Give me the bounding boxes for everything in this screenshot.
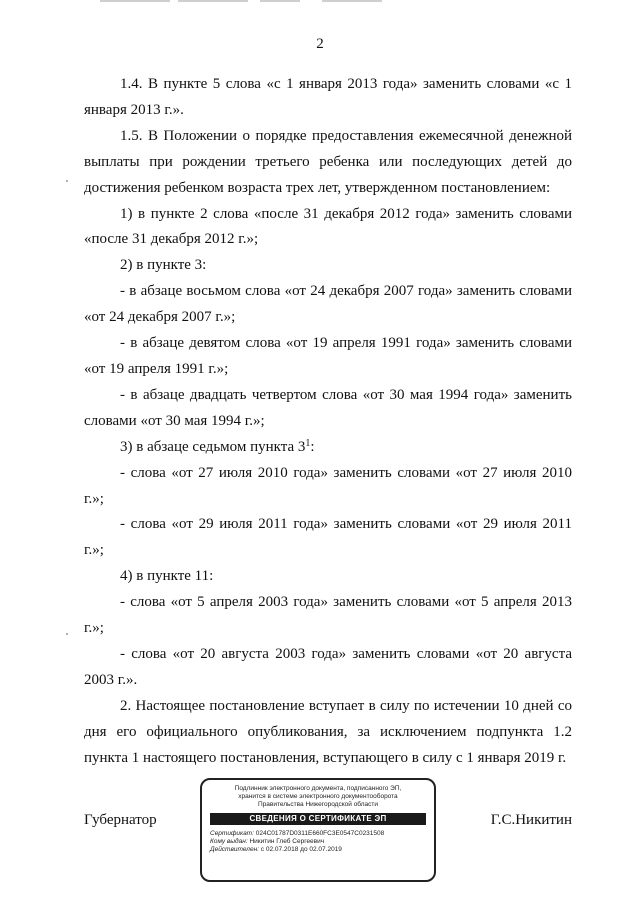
item-3-suffix: : <box>310 438 315 455</box>
signature-name: Г.С.Никитин <box>490 812 572 828</box>
stamp-line-3: Правительства Нижегородской области <box>257 801 379 808</box>
paragraph-2: 2. Настоящее постановление вступает в силу по истечении 10 дней со дня его официального опубликования, за исключением подпункта 1.2 пункта 1 настоящего постановления, вступающего в силу с 1 января 2019 г. <box>84 697 572 766</box>
stamp-certificate-label: Сертификат: <box>210 830 254 837</box>
stamp-line-2: хранится в системе электронного документооборота <box>238 793 398 800</box>
paragraph-1-5: 1.5. В Положении о порядке предоставления ежемесячной денежной выплаты при рождении третьего ребенка или последующих детей до достижения ребенком возраста трех лет, утвержденном постановлением: <box>84 127 572 196</box>
paragraph-item-3 <box>84 435 572 461</box>
paragraph-1-4: 1.4. В пункте 5 слова «с 1 января 2013 года» заменить словами «с 1 января 2013 г.». <box>84 76 572 118</box>
stamp-valid-label: Действителен: <box>210 846 259 853</box>
stamp-line-1: Подлинник электронного документа, подписанного ЭП, <box>234 785 402 792</box>
paragraph-item-3-a: - слова «от 27 июля 2010 года» заменить словами «от 27 июля 2010 г.»; <box>84 464 572 507</box>
paragraph-item-2-a: - в абзаце восьмом слова «от 24 декабря 2007 года» заменить словами «от 24 декабря 2007 г.»; <box>84 283 572 326</box>
paragraph-item-3-b: - слова «от 29 июля 2011 года» заменить словами «от 29 июля 2011 г.»; <box>84 516 572 559</box>
electronic-signature-stamp <box>200 778 436 882</box>
stamp-issued-to <box>210 838 426 846</box>
paragraph-item-4: 4) в пункте 11: <box>120 568 214 585</box>
scan-speck <box>66 633 68 635</box>
stamp-banner: СВЕДЕНИЯ О СЕРТИФИКАТЕ ЭП <box>210 813 426 825</box>
stamp-validity <box>210 846 426 854</box>
stamp-valid-value: с 02.07.2018 до 02.07.2019 <box>260 846 342 853</box>
stamp-certificate-value: 024C01787D0311E660FC3E0547C0231508 <box>255 830 385 837</box>
paragraph-item-1: 1) в пункте 2 слова «после 31 декабря 2012 года» заменить словами «после 31 декабря 2012 г.»; <box>84 205 572 248</box>
scan-artifact-top <box>0 0 640 3</box>
item-3-superscript: 1 <box>305 437 311 449</box>
page-number: 2 <box>316 36 324 52</box>
item-3-text: 3) в абзаце седьмом пункта 3 <box>120 438 306 455</box>
paragraph-item-2-c: - в абзаце двадцать четвертом слова «от 30 мая 1994 года» заменить словами «от 30 мая 1994 г.»; <box>84 386 572 429</box>
paragraph-item-4-a: - слова «от 5 апреля 2003 года» заменить словами «от 5 апреля 2013 г.»; <box>84 594 572 637</box>
signature-position: Губернатор <box>84 812 157 828</box>
stamp-issued-label: Кому выдан: <box>210 838 248 845</box>
stamp-issued-value: Никитин Глеб Сергеевич <box>249 838 325 845</box>
paragraph-item-2: 2) в пункте 3: <box>120 257 207 274</box>
paragraph-item-4-b: - слова «от 20 августа 2003 года» заменить словами «от 20 августа 2003 г.». <box>84 645 572 688</box>
paragraph-item-2-b: - в абзаце девятом слова «от 19 апреля 1991 года» заменить словами «от 19 апреля 1991 г.»; <box>84 335 572 377</box>
stamp-certificate <box>210 830 426 838</box>
scan-speck <box>66 180 68 182</box>
document-body <box>84 72 572 771</box>
